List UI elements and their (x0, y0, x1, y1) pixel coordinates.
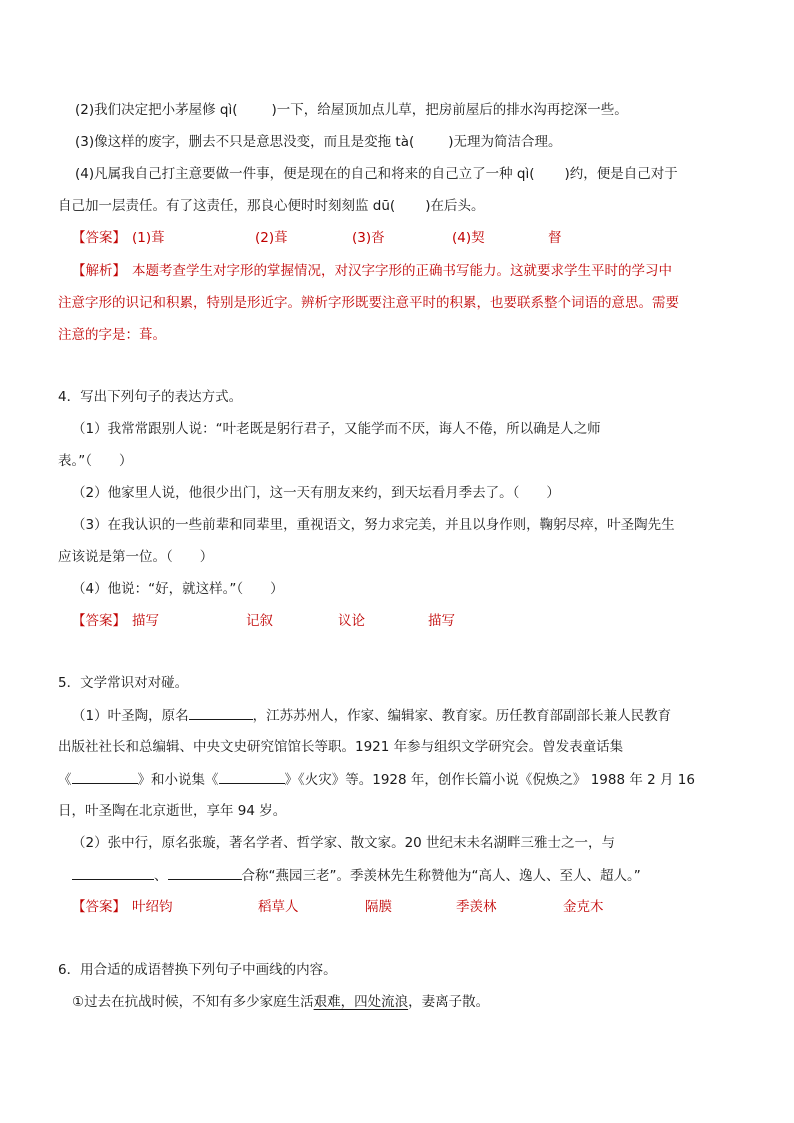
q4-title: 4．写出下列句子的表达方式。 (58, 389, 243, 405)
q3-item-4-line-2: 自己加一层责任。有了这责任，那良心便时时刻刻监 dū( )在后头。 (58, 198, 485, 214)
answer-item: (2)葺 (255, 230, 288, 246)
q6-title: 6．用合适的成语替换下列句子中画线的内容。 (58, 962, 337, 978)
q5-item-1-line-4: 日，叶圣陶在北京逝世，享年 94 岁。 (58, 803, 287, 819)
underlined-phrase: 艰难，四处流浪 (313, 994, 409, 1010)
fill-blank[interactable] (72, 769, 138, 784)
analysis-text: 注意的字是：葺。 (58, 327, 166, 343)
analysis-text: 注意字形的识记和积累，特别是形近字。辨析字形既要注意平时的积累，也要联系整个词语的意思。需要 (58, 295, 679, 311)
q4-item-2: （2）他家里人说，他很少出门，这一天有朋友来约，到天坛看月季去了。（ ） (72, 485, 560, 501)
q5-item-2-line-2: 、 合称“燕园三老”。季羡林先生称赞他为“高人、逸人、至人、超人。” (72, 865, 641, 886)
answer-label: 【答案】 (72, 230, 126, 246)
q4-item-1-line-2: 表。”（ ） (58, 453, 133, 469)
answer-item: (1)葺 (132, 230, 165, 246)
answer-item: (3)沓 (352, 230, 385, 246)
q6-item-1: ①过去在抗战时候，不知有多少家庭生活艰难，四处流浪，妻离子散。 (72, 994, 490, 1010)
answer-item: 隔膜 (365, 899, 392, 915)
q3-item-2: (2)我们决定把小茅屋修 qì( )一下，给屋顶加点儿草，把房前屋后的排水沟再挖深一些。 (75, 102, 628, 118)
fill-blank[interactable] (189, 705, 253, 720)
answer-item: 金克木 (563, 899, 604, 915)
answer-item: 季羡林 (456, 899, 497, 915)
q5-item-2-line-1: （2）张中行，原名张璇，著名学者、哲学家、散文家。20 世纪末未名湖畔三雅士之一，与 (72, 835, 616, 851)
q3-item-4-line-1: (4)凡属我自己打主意要做一件事，便是现在的自己和将来的自己立了一种 qì( )约，便是自己对于 (75, 166, 678, 182)
answer-item: 稻草人 (258, 899, 299, 915)
q4-item-4: （4）他说：“好，就这样。”（ ） (72, 581, 284, 597)
q5-item-1-line-2: 出版社社长和总编辑、中央文史研究馆馆长等职。1921 年参与组织文学研究会。曾发表童话集 (58, 739, 624, 755)
q4-item-1-line-1: （1）我常常跟别人说：“叶老既是躬行君子，又能学而不厌，诲人不倦，所以确是人之师 (72, 421, 601, 437)
answer-label: 【答案】 (72, 613, 126, 629)
answer-item: 叶绍钧 (132, 899, 173, 915)
fill-blank[interactable] (168, 865, 242, 880)
analysis-label: 【解析】 (72, 263, 126, 279)
answer-item: 督 (548, 230, 562, 246)
q4-item-3-line-2: 应该说是第一位。（ ） (58, 549, 214, 565)
q5-item-1-line-3: 《 》和小说集《 》《火灾》等。1928 年，创作长篇小说《倪焕之》 1988 年 2 月 16 (58, 769, 695, 790)
answer-item: 描写 (428, 613, 455, 629)
answer-item: 记叙 (246, 613, 273, 629)
analysis-text: 本题考查学生对字形的掌握情况，对汉字字形的正确书写能力。这就要求学生平时的学习中 (132, 263, 672, 279)
q3-item-3: (3)像这样的废字，删去不只是意思没变，而且是変拖 tà( )无理为简洁合理。 (75, 134, 562, 150)
q5-title: 5．文学常识对对碰。 (58, 675, 189, 691)
fill-blank[interactable] (219, 769, 285, 784)
q5-item-1-line-1: （1）叶圣陶，原名 ，江苏苏州人，作家、编辑家、教育家。历任教育部副部长兼人民教育 (72, 705, 671, 726)
fill-blank[interactable] (72, 865, 154, 880)
answer-item: 描写 (132, 613, 159, 629)
answer-item: (4)契 (452, 230, 485, 246)
q4-item-3-line-1: （3）在我认识的一些前辈和同辈里，重视语文，努力求完美，并且以身作则，鞠躬尽瘁，叶圣陶先生 (72, 517, 675, 533)
answer-item: 议论 (338, 613, 365, 629)
answer-label: 【答案】 (72, 899, 126, 915)
